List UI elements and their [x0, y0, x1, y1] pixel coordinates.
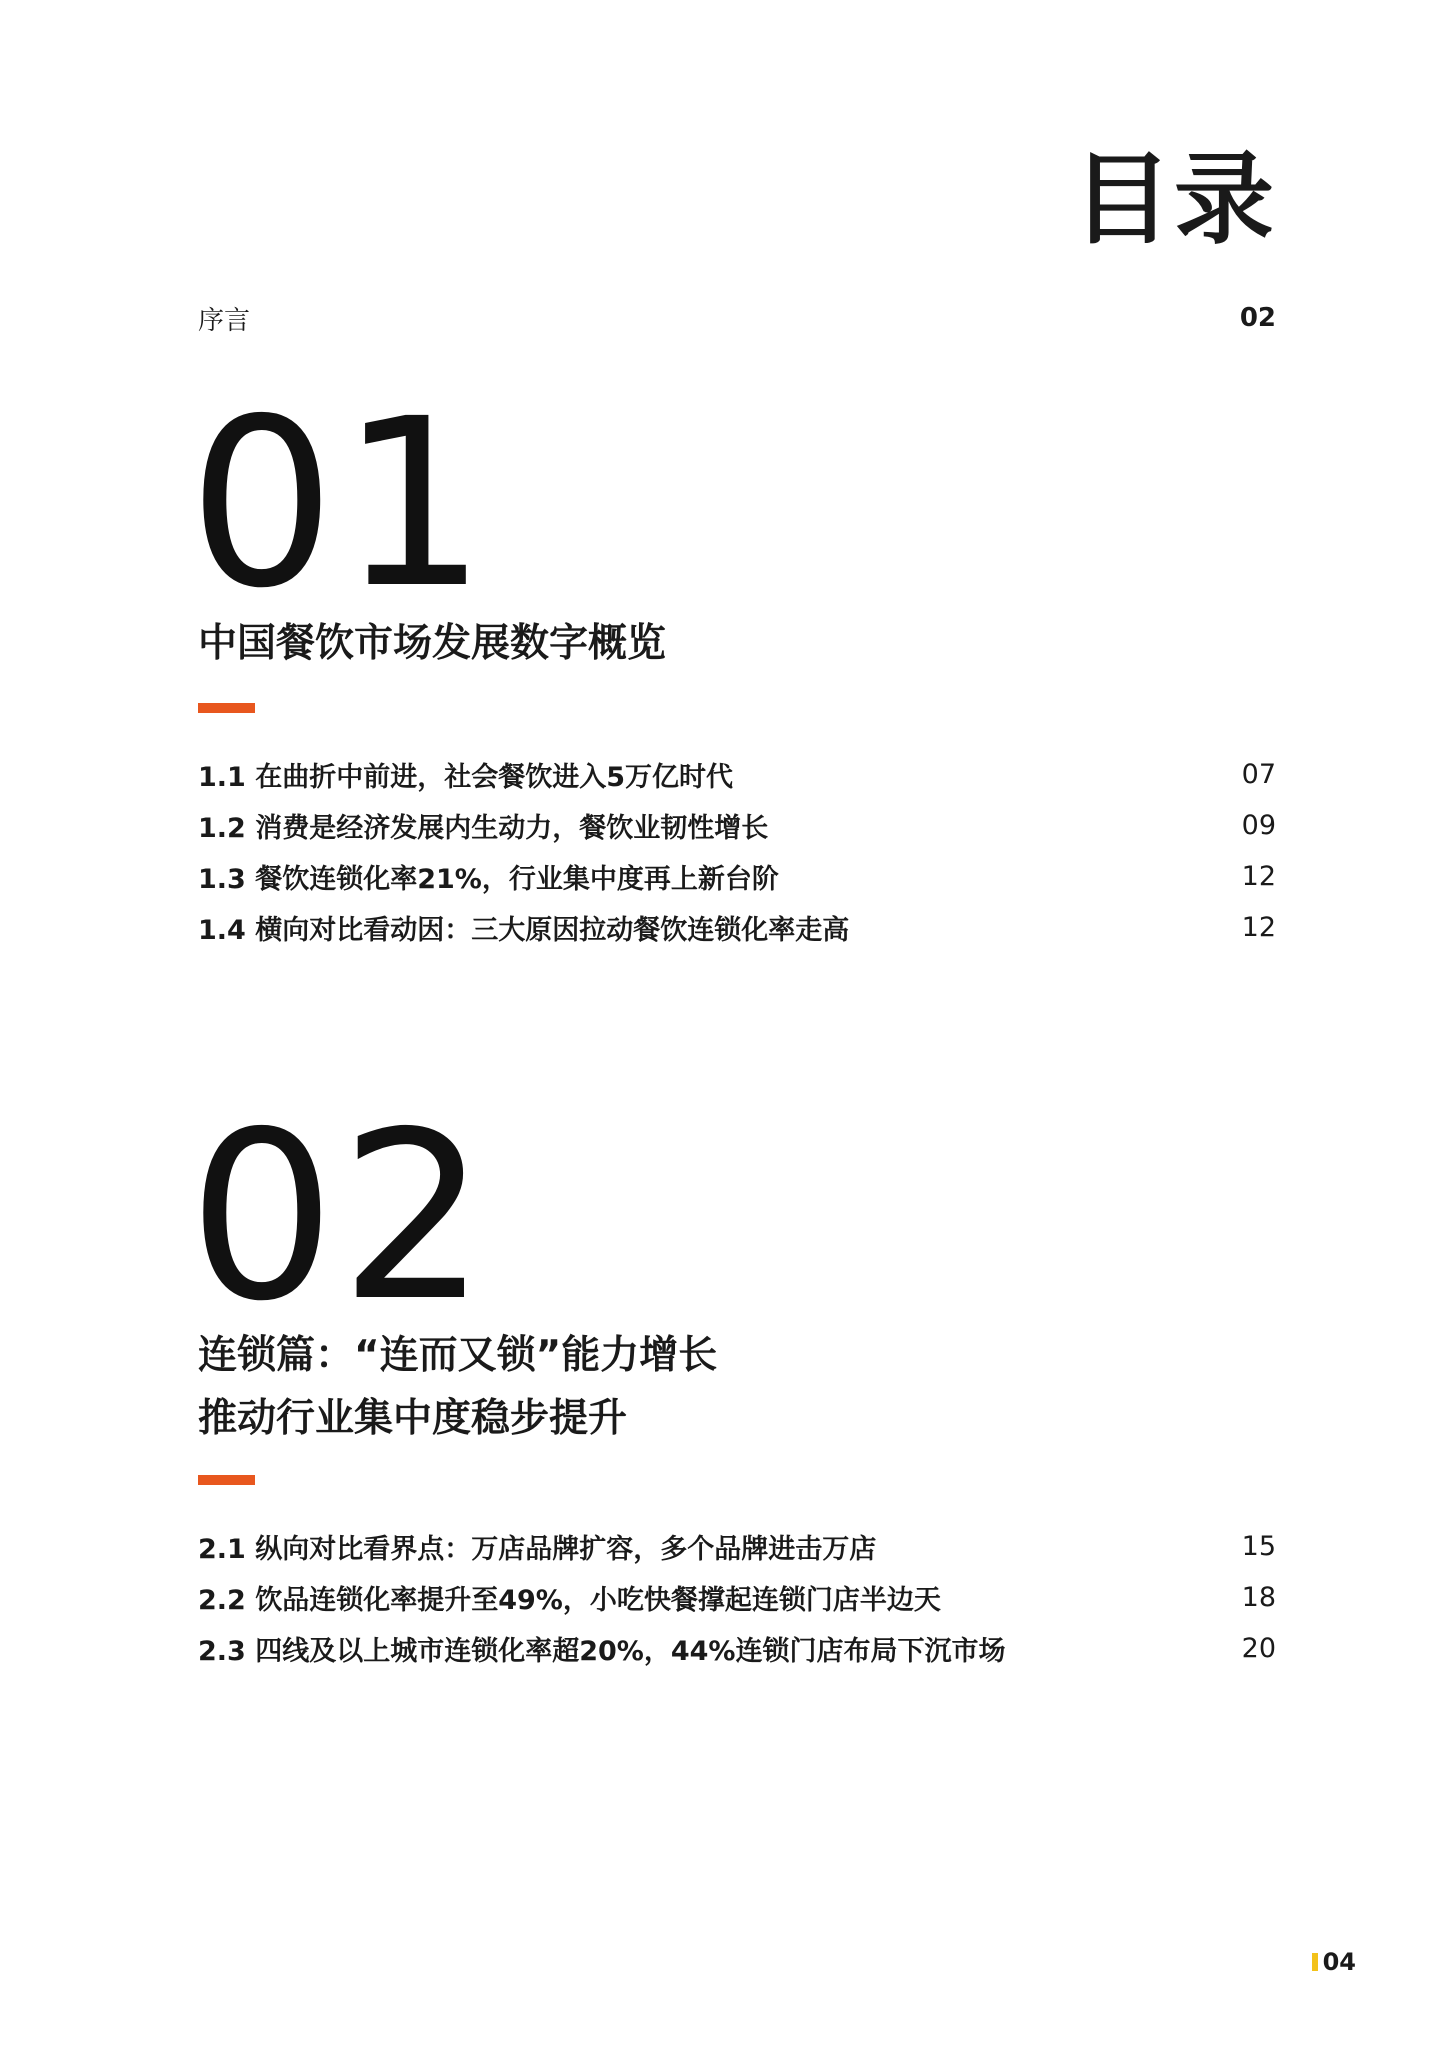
toc-item-page-number: 18 — [1241, 1582, 1276, 1613]
footer-page-number — [1312, 1948, 1356, 1976]
toc-item-label: 1.3 餐饮连锁化率21%，行业集中度再上新台阶 — [198, 864, 779, 895]
toc-item-page-number: 12 — [1241, 912, 1276, 943]
section-title-01 — [198, 612, 666, 675]
toc-item-page-number: 09 — [1241, 810, 1276, 841]
section-number-01: 01 — [188, 369, 492, 639]
section-title-02 — [198, 1324, 717, 1450]
toc-item[interactable] — [198, 1572, 1276, 1623]
toc-item-page-number: 15 — [1241, 1531, 1276, 1562]
page-marker-icon — [1312, 1953, 1318, 1971]
page-title: 目录 — [1072, 141, 1276, 258]
toc-item-label: 2.3 四线及以上城市连锁化率超20%，44%连锁门店布局下沉市场 — [198, 1636, 1006, 1667]
toc-item[interactable] — [198, 902, 1276, 953]
accent-bar — [198, 703, 255, 713]
section-title-line: 连锁篇：“连而又锁”能力增长 — [198, 1333, 718, 1378]
toc-item[interactable] — [198, 851, 1276, 902]
toc-item[interactable] — [198, 1623, 1276, 1674]
toc-item[interactable] — [198, 800, 1276, 851]
toc-entry-preface[interactable] — [198, 298, 1276, 338]
toc-item[interactable] — [198, 1521, 1276, 1572]
section-number-02: 02 — [188, 1082, 492, 1352]
toc-item-label: 1.1 在曲折中前进，社会餐饮进入5万亿时代 — [198, 762, 734, 793]
toc-item-page-number: 12 — [1241, 861, 1276, 892]
toc-item-label: 2.1 纵向对比看界点：万店品牌扩容，多个品牌进击万店 — [198, 1534, 877, 1565]
toc-item-label: 1.2 消费是经济发展内生动力，餐饮业韧性增长 — [198, 813, 769, 844]
accent-bar — [198, 1475, 255, 1485]
toc-item-label: 1.4 横向对比看动因：三大原因拉动餐饮连锁化率走高 — [198, 915, 850, 946]
toc-list-section-01 — [198, 749, 1276, 953]
toc-item[interactable] — [198, 749, 1276, 800]
preface-page-number: 02 — [1239, 303, 1276, 333]
toc-item-label: 2.2 饮品连锁化率提升至49%，小吃快餐撑起连锁门店半边天 — [198, 1585, 941, 1616]
section-title-line: 中国餐饮市场发展数字概览 — [198, 621, 667, 666]
toc-item-page-number: 07 — [1241, 759, 1276, 790]
page-number: 04 — [1322, 1948, 1356, 1976]
preface-label: 序言 — [198, 305, 251, 336]
toc-item-page-number: 20 — [1241, 1633, 1276, 1664]
toc-list-section-02 — [198, 1521, 1276, 1674]
section-title-line: 推动行业集中度稳步提升 — [198, 1396, 628, 1441]
